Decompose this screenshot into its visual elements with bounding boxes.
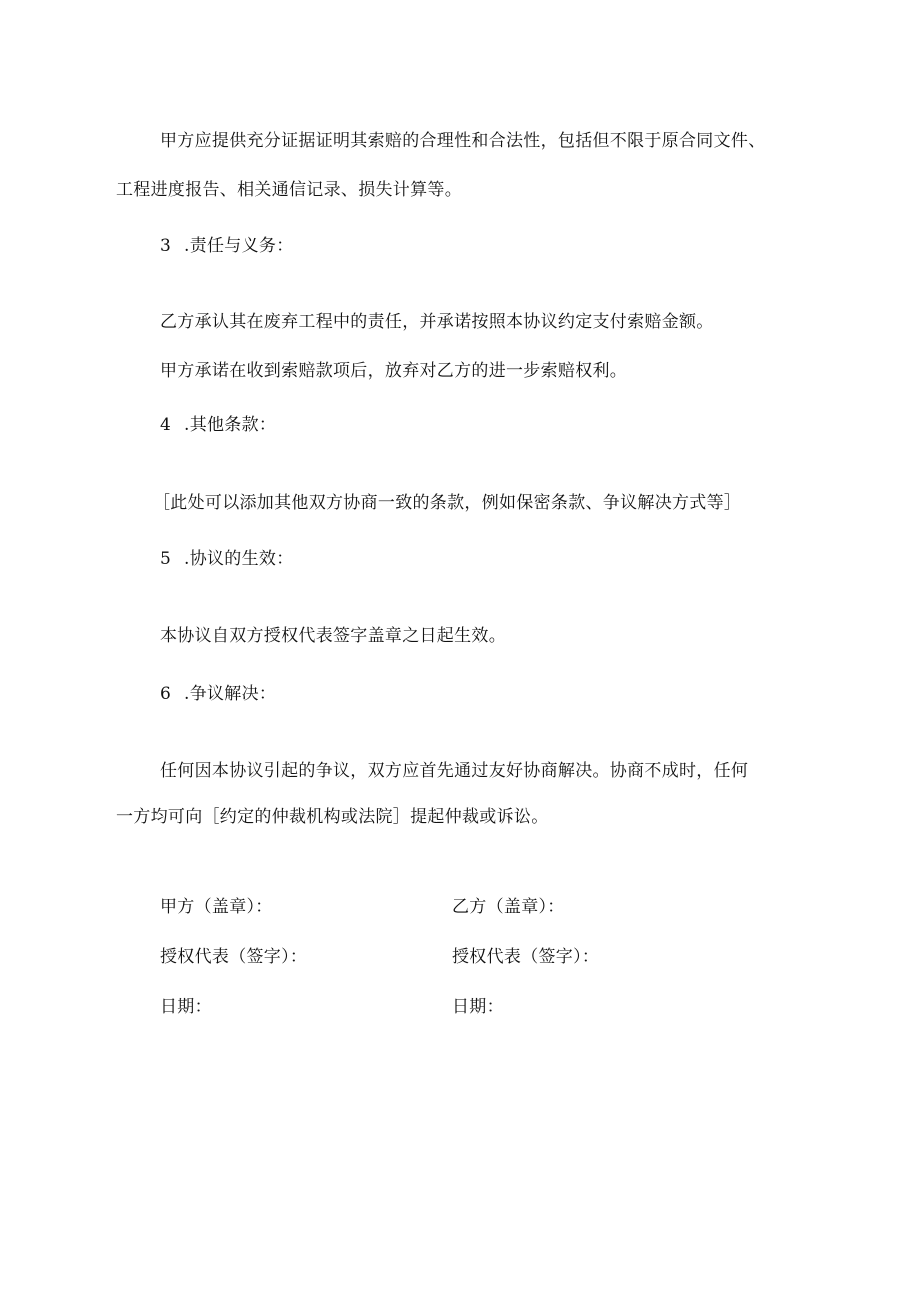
party-b-date-label: 日期： <box>452 997 504 1017</box>
other-terms-placeholder: ［此处可以添加其他双方协商一致的条款，例如保密条款、争议解决方式等］ <box>153 493 742 513</box>
section-4-heading <box>160 414 276 436</box>
section-6-title: .争议解决： <box>184 684 277 704</box>
responsibility-paragraph-1: 乙方承认其在废弃工程中的责任，并承诺按照本协议约定支付索赔金额。 <box>160 312 714 332</box>
section-6-number: 6 <box>160 684 172 704</box>
party-a-date-label: 日期： <box>160 997 212 1017</box>
party-b-representative-label: 授权代表（签字）： <box>452 947 600 967</box>
section-4-number: 4 <box>160 415 172 435</box>
section-3-heading <box>160 235 294 257</box>
responsibility-paragraph-2: 甲方承诺在收到索赔款项后，放弃对乙方的进一步索赔权利。 <box>160 361 628 381</box>
dispute-paragraph-line-2: 一方均可向［约定的仲裁机构或法院］提起仲裁或诉讼。 <box>116 807 549 827</box>
party-b-seal-label: 乙方（盖章）： <box>452 897 565 917</box>
section-6-heading <box>160 683 276 705</box>
dispute-paragraph-line-1: 任何因本协议引起的争议，双方应首先通过友好协商解决。协商不成时，任何 <box>160 761 749 781</box>
party-a-seal-label: 甲方（盖章）： <box>160 897 273 917</box>
section-5-number: 5 <box>160 549 172 569</box>
section-5-title: .协议的生效： <box>184 549 294 569</box>
effectiveness-paragraph: 本协议自双方授权代表签字盖章之日起生效。 <box>160 626 506 646</box>
party-a-representative-label: 授权代表（签字）： <box>160 947 308 967</box>
section-5-heading <box>160 548 294 570</box>
evidence-paragraph-line-1: 甲方应提供充分证据证明其索赔的合理性和合法性，包括但不限于原合同文件、 <box>160 131 766 151</box>
section-4-title: .其他条款： <box>184 415 277 435</box>
evidence-paragraph-line-2: 工程进度报告、相关通信记录、损失计算等。 <box>116 180 462 200</box>
section-3-title: .责任与义务： <box>184 236 294 256</box>
section-3-number: 3 <box>160 236 172 256</box>
